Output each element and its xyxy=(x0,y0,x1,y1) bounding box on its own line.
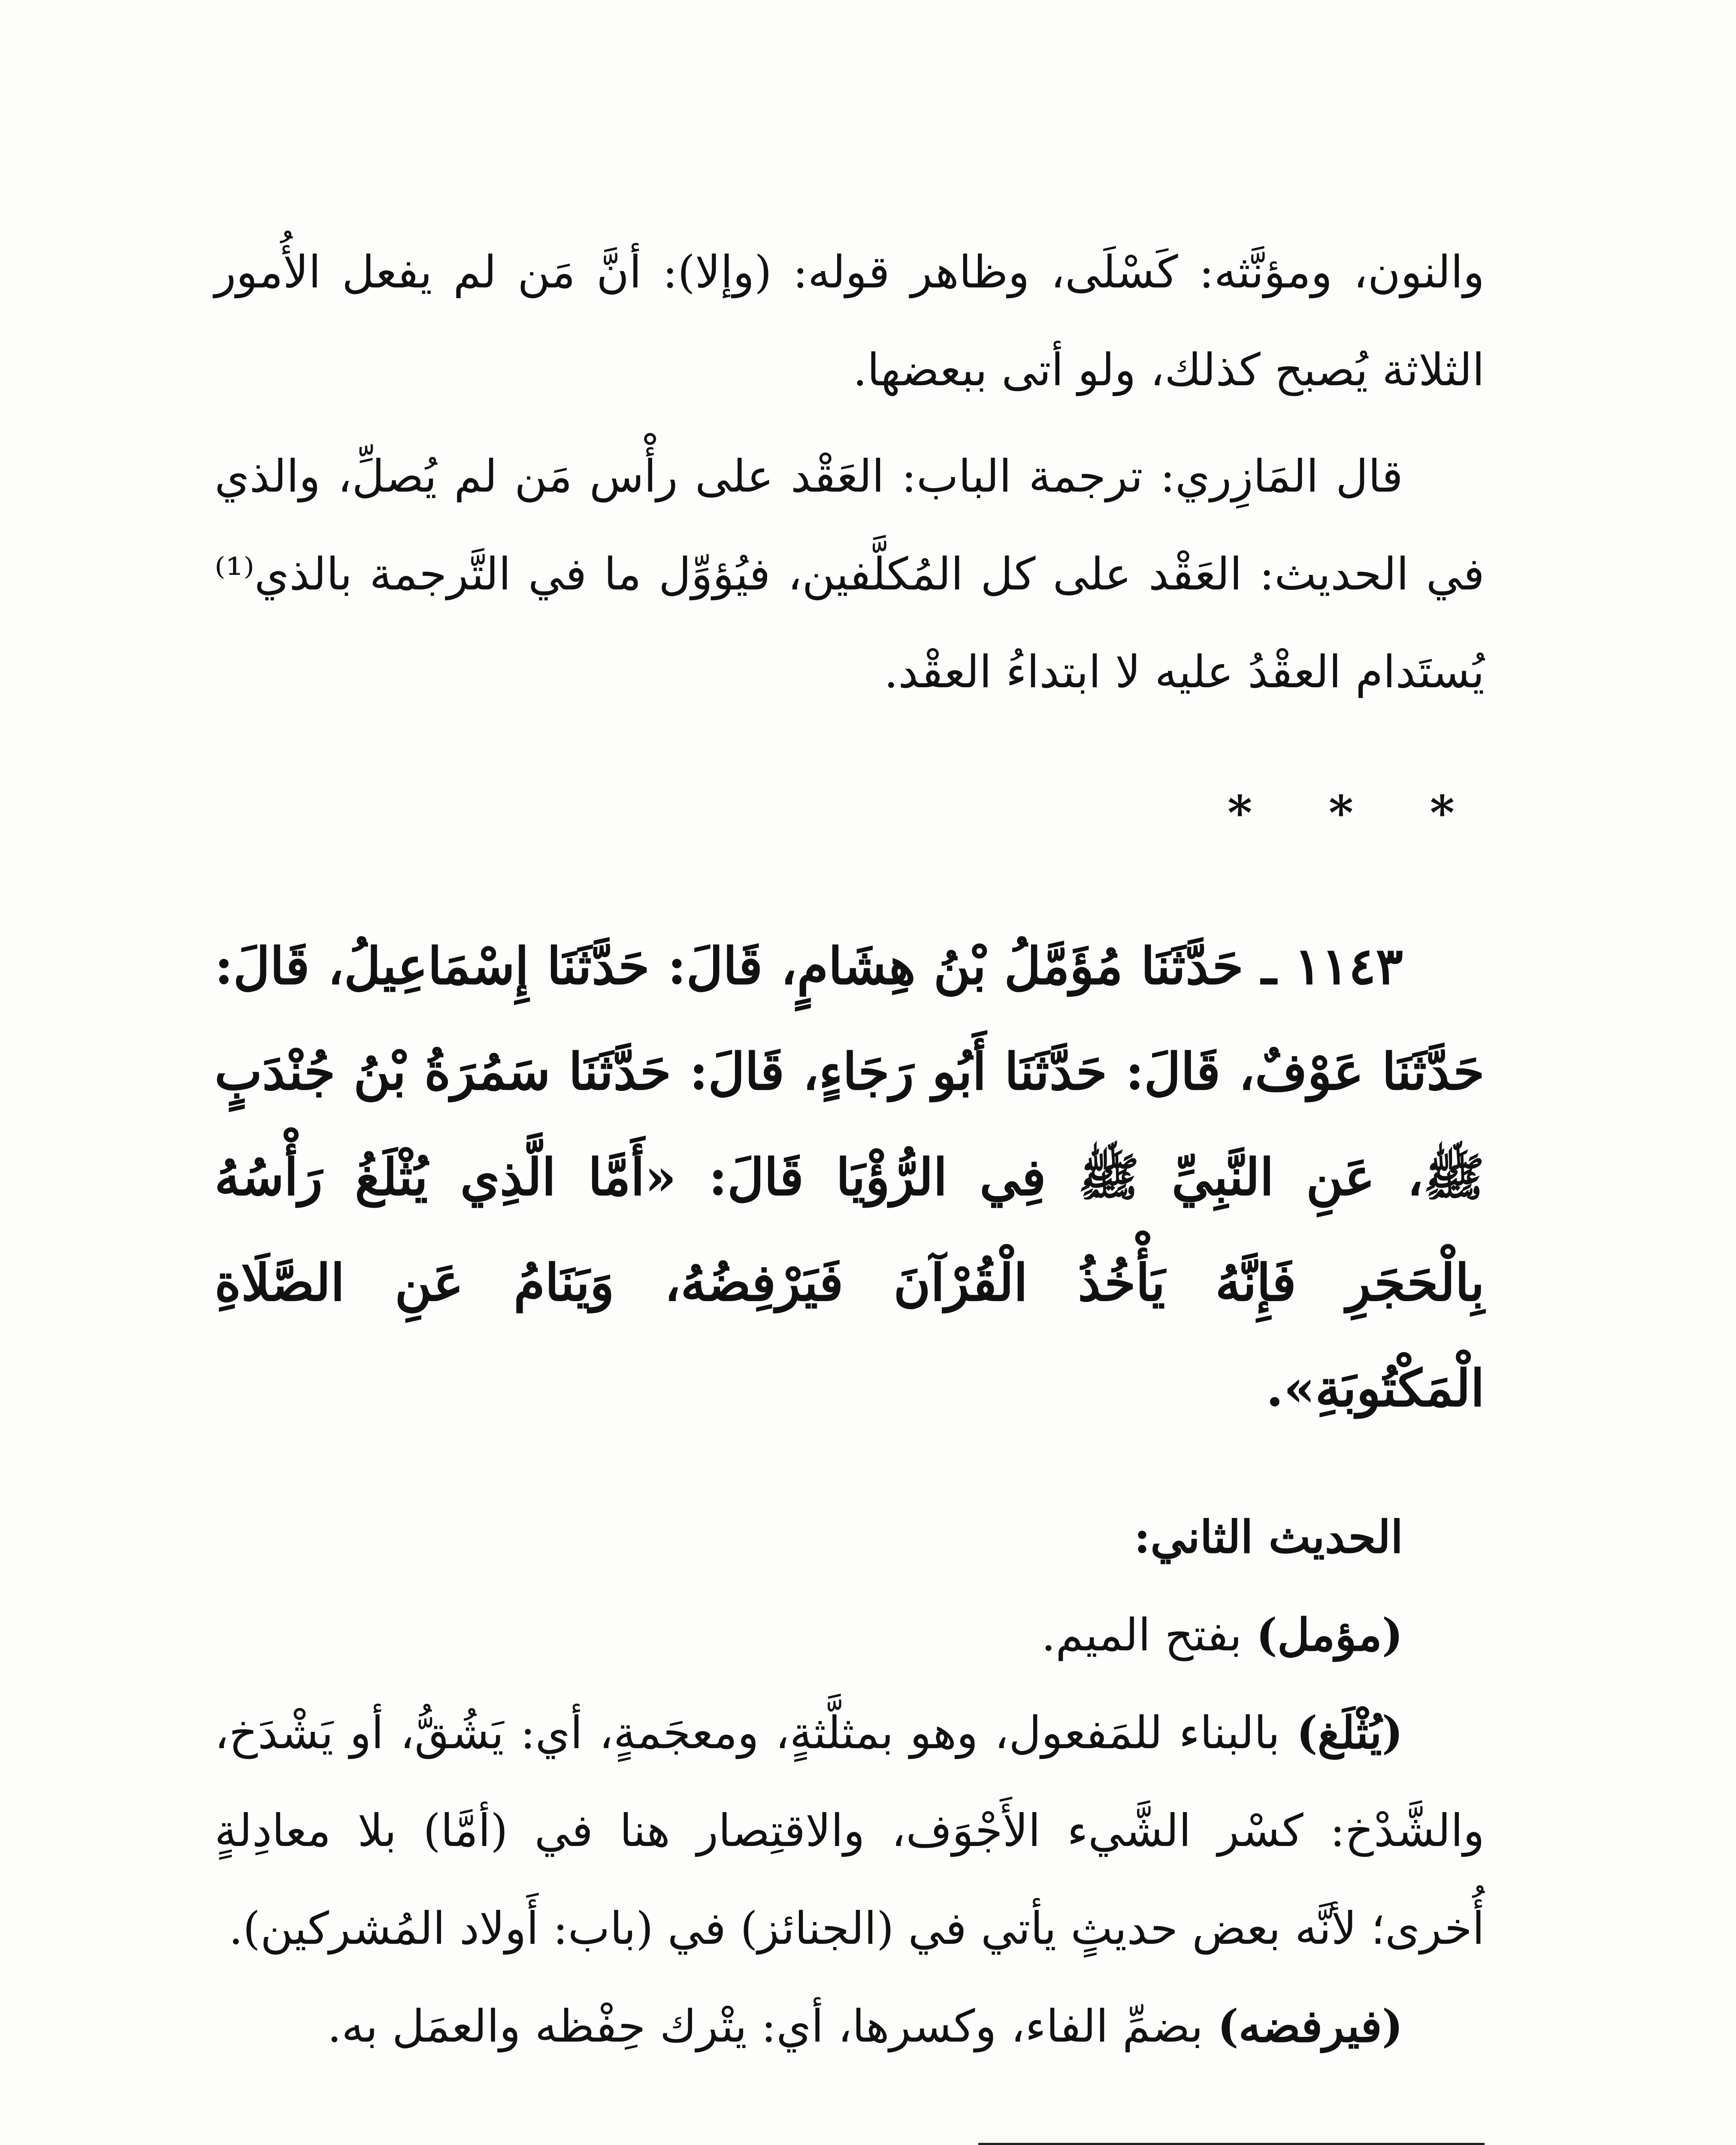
commentary-term: (يُثْلَغ) xyxy=(1296,1706,1403,1759)
paragraph-1: والنون، ومؤنَّثه: كَسْلَى، وظاهر قوله: (وإلا): أنَّ مَن لم يفعل الأُمور الثلاثة يُصبح كذلك، ولو أتى ببعضها. xyxy=(215,246,1485,396)
commentary-term: (فيرفضه) xyxy=(1217,2000,1403,2052)
main-text xyxy=(215,223,1485,2075)
commentary-heading: الحديث الثاني: xyxy=(1134,1511,1403,1563)
footnote-divider xyxy=(978,2143,1485,2145)
commentary-text: بالبناء للمَفعول، وهو بمثلَّثةٍ، ومعجَمةٍ، أي: يَشُقُّ، أو يَشْدَخ، والشَّدْخ: كسْر الشَّيء الأَجْوَف، والاقتِصار هنا في (أمَّا) بلا معادِلةٍ أُخرى؛ لأنَّه بعض حديثٍ يأتي في (الجنائز) في (باب: أَولاد المُشركين). xyxy=(215,1707,1485,1955)
commentary-entry xyxy=(215,1977,1485,2075)
commentary-text: بضمِّ الفاء، وكسرها، أي: يتْرك حِفْظه والعمَل به. xyxy=(327,2000,1218,2052)
commentary-text: بفتح الميم. xyxy=(1041,1609,1256,1661)
section-separator: * * * xyxy=(1227,785,1485,840)
commentary-entry xyxy=(215,1684,1485,1977)
commentary-entry xyxy=(215,1586,1485,1684)
commentary-term: (مؤمل) xyxy=(1256,1608,1403,1661)
hadith-text: ١١٤٣ ـ حَدَّثَنَا مُؤَمَّلُ بْنُ هِشَامٍ، قَالَ: حَدَّثَنَا إِسْمَاعِيلُ، قَالَ: حَدَّثَنَا عَوْفٌ، قَالَ: حَدَّثَنَا أَبُو رَجَاءٍ، قَالَ: حَدَّثَنَا سَمُرَةُ بْنُ جُنْدَبٍ ﷺ، عَنِ النَّبِيِّ ﷺ فِي الرُّؤْيَا قَالَ: «أَمَّا الَّذِي يُثْلَغُ رَأْسُهُ بِالْحَجَرِ فَإِنَّهُ يَأْخُذُ الْقُرْآنَ فَيَرْفِضُهُ، وَيَنَامُ عَنِ الصَّلَاةِ الْمَكْتُوبَةِ». xyxy=(215,936,1485,1418)
paragraph-2: قال المَازِري: ترجمة الباب: العَقْد على رأْس مَن لم يُصلِّ، والذي في الحديث: العَقْد على كل المُكلَّفين، فيُؤوِّل ما في التَّرجمة بالذي⁽¹⁾ يُستَدام العقْدُ عليه لا ابتداءُ العقْد. xyxy=(215,450,1485,698)
